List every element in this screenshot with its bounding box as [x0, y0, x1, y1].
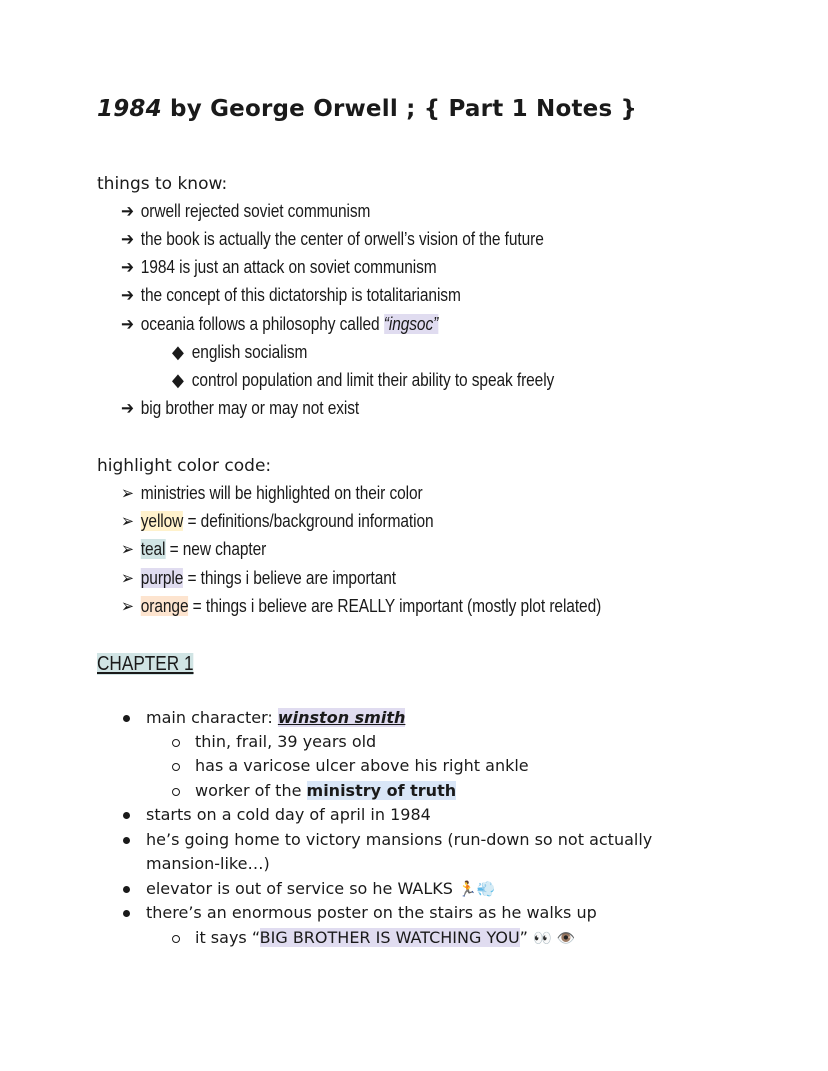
list-item: he’s going home to victory mansions (run-down so not actually — [146, 830, 653, 849]
list-item — [121, 511, 434, 532]
list-item — [121, 539, 266, 560]
list-item: has a varicose ulcer above his right ankle — [195, 756, 529, 775]
title-rest: by George Orwell ; { Part 1 Notes } — [161, 96, 638, 122]
list-item — [121, 229, 544, 250]
list-item: there’s an enormous poster on the stairs as he walks up — [146, 903, 597, 922]
list-item-text: ” — [519, 928, 534, 947]
list-item-text: main character: — [146, 708, 278, 727]
purple-swatch-word: purple — [140, 568, 184, 588]
arrowhead-icon: ➢ — [121, 483, 134, 503]
eyes-emoji-icon: 👀 👁️ — [533, 929, 576, 947]
big-brother-highlight: BIG BROTHER IS WATCHING YOU — [259, 928, 520, 947]
ingsoc-highlight: “ingsoc” — [383, 314, 439, 334]
arrowhead-icon: ➢ — [121, 511, 134, 531]
list-item: thin, frail, 39 years old — [195, 732, 377, 751]
arrow-icon: ➔ — [121, 398, 134, 418]
list-item-text: it says “ — [195, 928, 260, 947]
yellow-swatch-word: yellow — [140, 511, 184, 531]
bullet-ring — [172, 763, 180, 771]
chapter-heading — [97, 653, 194, 676]
arrow-icon: ➔ — [121, 314, 134, 334]
list-item — [195, 928, 575, 947]
list-item-text: ministries will be highlighted on their color — [140, 483, 423, 503]
diamond-bullet-icon: ◆ — [172, 370, 184, 390]
list-item-text: control population and limit their ability to speak freely — [191, 370, 555, 390]
list-item — [121, 201, 370, 222]
ministry-of-truth-highlight: ministry of truth — [306, 781, 457, 800]
arrow-icon: ➔ — [121, 285, 134, 305]
list-item-text: = definitions/background information — [183, 511, 434, 531]
orange-swatch-word: orange — [140, 596, 189, 616]
arrowhead-icon: ➢ — [121, 568, 134, 588]
list-item-text: the concept of this dictatorship is totalitarianism — [140, 285, 461, 305]
bullet-dot — [123, 886, 130, 893]
list-item-text: english socialism — [191, 342, 308, 362]
chapter-heading-text: CHAPTER 1 — [97, 653, 194, 675]
list-item — [172, 342, 307, 363]
arrow-icon: ➔ — [121, 201, 134, 221]
page-title — [97, 96, 637, 122]
diamond-bullet-icon: ◆ — [172, 342, 184, 362]
arrow-icon: ➔ — [121, 257, 134, 277]
bullet-ring — [172, 788, 180, 796]
bullet-dot — [123, 910, 130, 917]
list-item — [121, 285, 461, 306]
list-item-text: elevator is out of service so he WALKS — [146, 879, 459, 898]
list-item — [195, 781, 456, 800]
list-item-text: worker of the — [195, 781, 307, 800]
list-item — [121, 596, 601, 617]
list-item — [172, 370, 554, 391]
list-item-text: big brother may or may not exist — [140, 398, 360, 418]
title-year: 1984 — [97, 96, 162, 122]
list-item — [146, 708, 405, 727]
arrowhead-icon: ➢ — [121, 596, 134, 616]
list-item-text: the book is actually the center of orwell’s vision of the future — [140, 229, 544, 249]
list-item-text: 1984 is just an attack on soviet communism — [140, 257, 437, 277]
list-item — [121, 257, 437, 278]
running-emoji-icon: 🏃💨 — [458, 880, 496, 898]
color-code-label: highlight color code: — [97, 456, 272, 476]
arrowhead-icon: ➢ — [121, 539, 134, 559]
list-item-text: = new chapter — [165, 539, 267, 559]
list-item — [121, 483, 423, 504]
bullet-ring — [172, 935, 180, 943]
bullet-ring — [172, 739, 180, 747]
arrow-icon: ➔ — [121, 229, 134, 249]
list-item-text: oceania follows a philosophy called — [140, 314, 384, 334]
teal-swatch-word: teal — [140, 539, 166, 559]
winston-smith-highlight: winston smith — [277, 708, 406, 727]
bullet-dot — [123, 837, 130, 844]
list-item: starts on a cold day of april in 1984 — [146, 805, 431, 824]
list-item-text: = things i believe are important — [183, 568, 397, 588]
bullet-dot — [123, 812, 130, 819]
list-item-text: orwell rejected soviet communism — [140, 201, 371, 221]
list-item — [146, 879, 495, 898]
bullet-dot — [123, 715, 130, 722]
list-item — [121, 314, 438, 335]
list-item — [121, 398, 359, 419]
things-to-know-label: things to know: — [97, 174, 228, 194]
list-item-text: = things i believe are REALLY important (mostly plot related) — [188, 596, 602, 616]
list-item-continuation: mansion-like…) — [146, 854, 270, 873]
list-item — [121, 568, 396, 589]
